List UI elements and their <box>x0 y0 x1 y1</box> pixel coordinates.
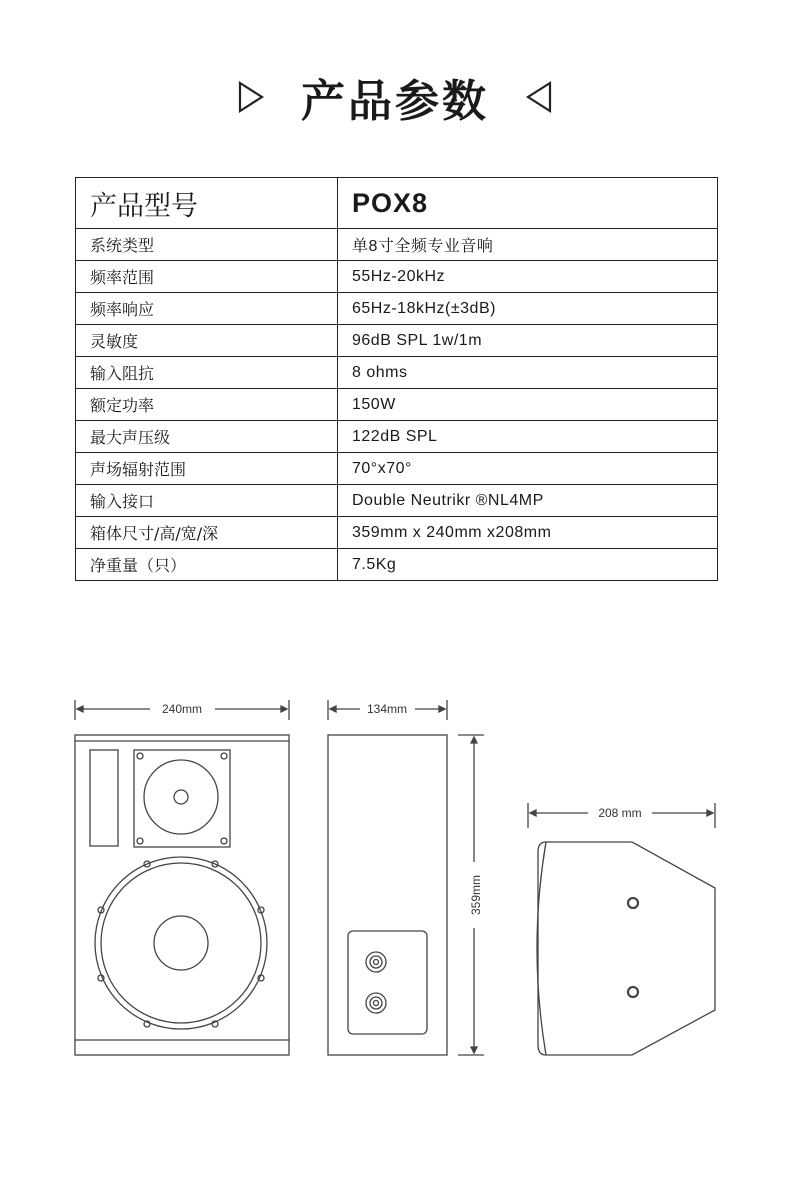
horn-plate <box>134 750 230 847</box>
spec-value: 55Hz-20kHz <box>338 261 718 293</box>
spec-label: 净重量（只） <box>76 549 338 581</box>
page-title: 产品参数 <box>301 76 489 127</box>
side-profile-cabinet <box>538 842 715 1055</box>
front-width-label: 240mm <box>161 702 203 716</box>
spec-label: 灵敏度 <box>76 325 338 357</box>
spec-label: 箱体尺寸/高/宽/深 <box>76 517 338 549</box>
model-value: POX8 <box>338 178 718 229</box>
table-row <box>76 261 718 293</box>
front-port <box>90 750 118 846</box>
table-row <box>76 389 718 421</box>
table-row <box>76 293 718 325</box>
spec-label: 最大声压级 <box>76 421 338 453</box>
spec-value: 122dB SPL <box>338 421 718 453</box>
triangle-left-outline-icon <box>525 80 553 114</box>
spec-value: 65Hz-18kHz(±3dB) <box>338 293 718 325</box>
table-row <box>76 421 718 453</box>
depth-label: 208 mm <box>598 806 642 820</box>
connector-plate <box>348 931 427 1034</box>
side-width-label: 134mm <box>366 702 408 716</box>
spec-label: 输入阻抗 <box>76 357 338 389</box>
model-label: 产品型号 <box>76 178 338 229</box>
table-row <box>76 453 718 485</box>
table-row <box>76 549 718 581</box>
spec-value: 7.5Kg <box>338 549 718 581</box>
table-row <box>76 517 718 549</box>
spec-value: Double Neutrikr ®NL4MP <box>338 485 718 517</box>
spec-value: 150W <box>338 389 718 421</box>
spec-table <box>75 177 718 581</box>
spec-value: 70°x70° <box>338 453 718 485</box>
height-label: 359mm <box>469 874 483 916</box>
spec-label: 输入接口 <box>76 485 338 517</box>
spec-value: 单8寸全频专业音响 <box>338 229 718 261</box>
spec-label: 额定功率 <box>76 389 338 421</box>
woofer <box>95 857 267 1029</box>
triangle-right-outline-icon <box>237 80 265 114</box>
spec-label: 系统类型 <box>76 229 338 261</box>
front-view-cabinet <box>75 735 289 1055</box>
spec-value: 96dB SPL 1w/1m <box>338 325 718 357</box>
page-header <box>0 62 790 132</box>
table-row <box>76 485 718 517</box>
speaker-dimension-drawing <box>0 680 790 1182</box>
spec-value: 359mm x 240mm x208mm <box>338 517 718 549</box>
rear-view-cabinet <box>328 735 447 1055</box>
spec-label: 频率响应 <box>76 293 338 325</box>
table-row-model <box>76 178 718 229</box>
table-row <box>76 357 718 389</box>
table-row <box>76 229 718 261</box>
table-row <box>76 325 718 357</box>
spec-label: 声场辐射范围 <box>76 453 338 485</box>
spec-label: 频率范围 <box>76 261 338 293</box>
spec-value: 8 ohms <box>338 357 718 389</box>
